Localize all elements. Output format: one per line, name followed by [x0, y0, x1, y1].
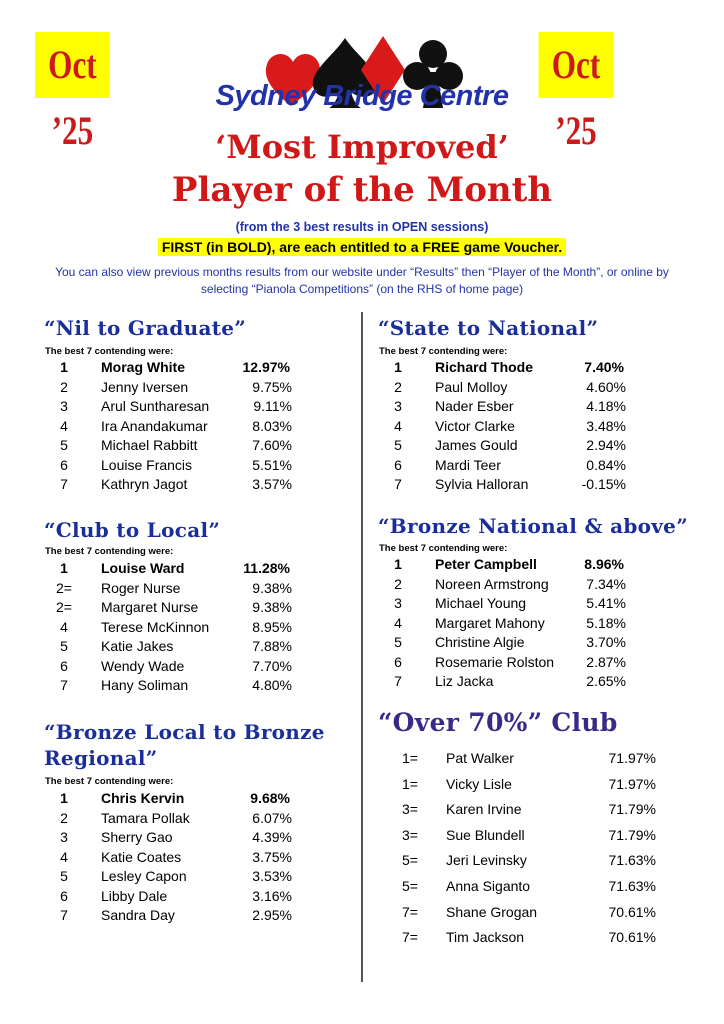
section-subtitle: The best 7 contending were: [379, 543, 508, 554]
results-list-nil-to-graduate [46, 358, 292, 495]
list-item: 5= Jeri Levinsky 71.63% [402, 852, 656, 869]
date-badge-left: Oct ’25 [35, 32, 110, 98]
list-item: 6 Louise Francis 5.51% [60, 456, 292, 473]
list-item: 1 Morag White 12.97% [60, 359, 290, 375]
list-item: 4 Terese McKinnon 8.95% [60, 618, 292, 635]
list-item: 5= Anna Siganto 71.63% [402, 877, 656, 894]
section-title-state-to-national: “State to National” [378, 316, 599, 340]
list-item: 2= Margaret Nurse 9.38% [56, 599, 292, 615]
list-item: 3= Karen Irvine 71.79% [402, 801, 656, 818]
section-title-bronze-national: “Bronze National & above” [378, 514, 688, 538]
list-item: 1 Peter Campbell 8.96% [394, 556, 624, 572]
section-subtitle: The best 7 contending were: [379, 346, 508, 357]
list-item: 5 Michael Rabbitt 7.60% [60, 437, 292, 453]
results-list-bronze-local [46, 789, 292, 926]
list-item: 7 Sylvia Halloran -0.15% [394, 476, 626, 492]
section-subtitle: The best 7 contending were: [45, 776, 174, 787]
list-item: 5 Katie Jakes 7.88% [60, 638, 292, 654]
list-item: 4 Victor Clarke 3.48% [394, 417, 626, 434]
list-item: 2 Tamara Pollak 6.07% [60, 809, 292, 826]
list-item: 7 Liz Jacka 2.65% [394, 673, 626, 689]
list-item: 4 Katie Coates 3.75% [60, 848, 292, 865]
section-title-bronze-local-line-1: “Bronze Local to Bronze [44, 720, 325, 744]
voucher-notice [0, 238, 724, 257]
results-list-bronze-national [380, 555, 626, 692]
list-item: 6 Mardi Teer 0.84% [394, 456, 626, 473]
list-item: 7 Hany Soliman 4.80% [60, 677, 292, 693]
list-item: 1 Richard Thode 7.40% [394, 359, 624, 375]
list-item: 6 Wendy Wade 7.70% [60, 657, 292, 674]
page-title-line-1: ‘Most Improved’ [215, 128, 509, 166]
section-title-bronze-local-line-2: Regional” [44, 746, 158, 770]
voucher-notice-text: FIRST (in BOLD), are each entitled to a FREE game Voucher. [158, 238, 566, 256]
section-subtitle: The best 7 contending were: [45, 546, 174, 557]
list-item: 2 Jenny Iversen 9.75% [60, 378, 292, 395]
list-item: 1= Vicky Lisle 71.97% [402, 775, 656, 792]
list-item: 5 Christine Algie 3.70% [394, 634, 626, 650]
list-item: 3 Nader Esber 4.18% [394, 398, 626, 414]
page-title-line-2: Player of the Month [171, 170, 553, 210]
list-item: 3 Arul Suntharesan 9.11% [60, 398, 292, 414]
list-item: 6 Rosemarie Rolston 2.87% [394, 653, 626, 670]
list-item: 1 Chris Kervin 9.68% [60, 790, 290, 806]
list-item: 7 Kathryn Jagot 3.57% [60, 476, 292, 492]
list-item: 6 Libby Dale 3.16% [60, 887, 292, 904]
section-subtitle: The best 7 contending were: [45, 346, 174, 357]
list-item: 7= Shane Grogan 70.61% [402, 903, 656, 920]
info-text: You can also view previous months results from our website under “Results” then “Player of the Month”, or online by selecting “Pianola Competitions” (on the RHS of home page) [55, 265, 669, 296]
list-item: 4 Margaret Mahony 5.18% [394, 614, 626, 631]
section-title-nil-to-graduate: “Nil to Graduate” [44, 316, 247, 340]
list-item: 1= Pat Walker 71.97% [402, 750, 656, 766]
list-item: 4 Ira Anandakumar 8.03% [60, 417, 292, 434]
list-item: 7 Sandra Day 2.95% [60, 907, 292, 923]
section-title-club-to-local: “Club to Local” [44, 518, 221, 542]
column-divider [361, 312, 363, 982]
list-item: 5 Lesley Capon 3.53% [60, 868, 292, 884]
list-item: 2 Paul Molloy 4.60% [394, 378, 626, 395]
list-item: 3 Sherry Gao 4.39% [60, 829, 292, 845]
section-title-over-70-club: “Over 70%” Club [378, 708, 618, 737]
list-item: 1 Louise Ward 11.28% [60, 560, 290, 576]
results-list-over-70-club [392, 746, 656, 951]
list-item: 2= Roger Nurse 9.38% [56, 579, 292, 596]
list-item: 3 Michael Young 5.41% [394, 595, 626, 611]
list-item: 7= Tim Jackson 70.61% [402, 929, 656, 946]
date-badge-right: Oct ’25 [539, 32, 614, 98]
list-item: 2 Noreen Armstrong 7.34% [394, 575, 626, 592]
list-item: 5 James Gould 2.94% [394, 437, 626, 453]
organisation-name: Sydney Bridge Centre [215, 80, 509, 112]
list-item: 3= Sue Blundell 71.79% [402, 826, 656, 843]
results-list-club-to-local [46, 559, 292, 696]
subnote: (from the 3 best results in OPEN sessions) [235, 220, 489, 234]
results-list-state-to-national [380, 358, 626, 495]
